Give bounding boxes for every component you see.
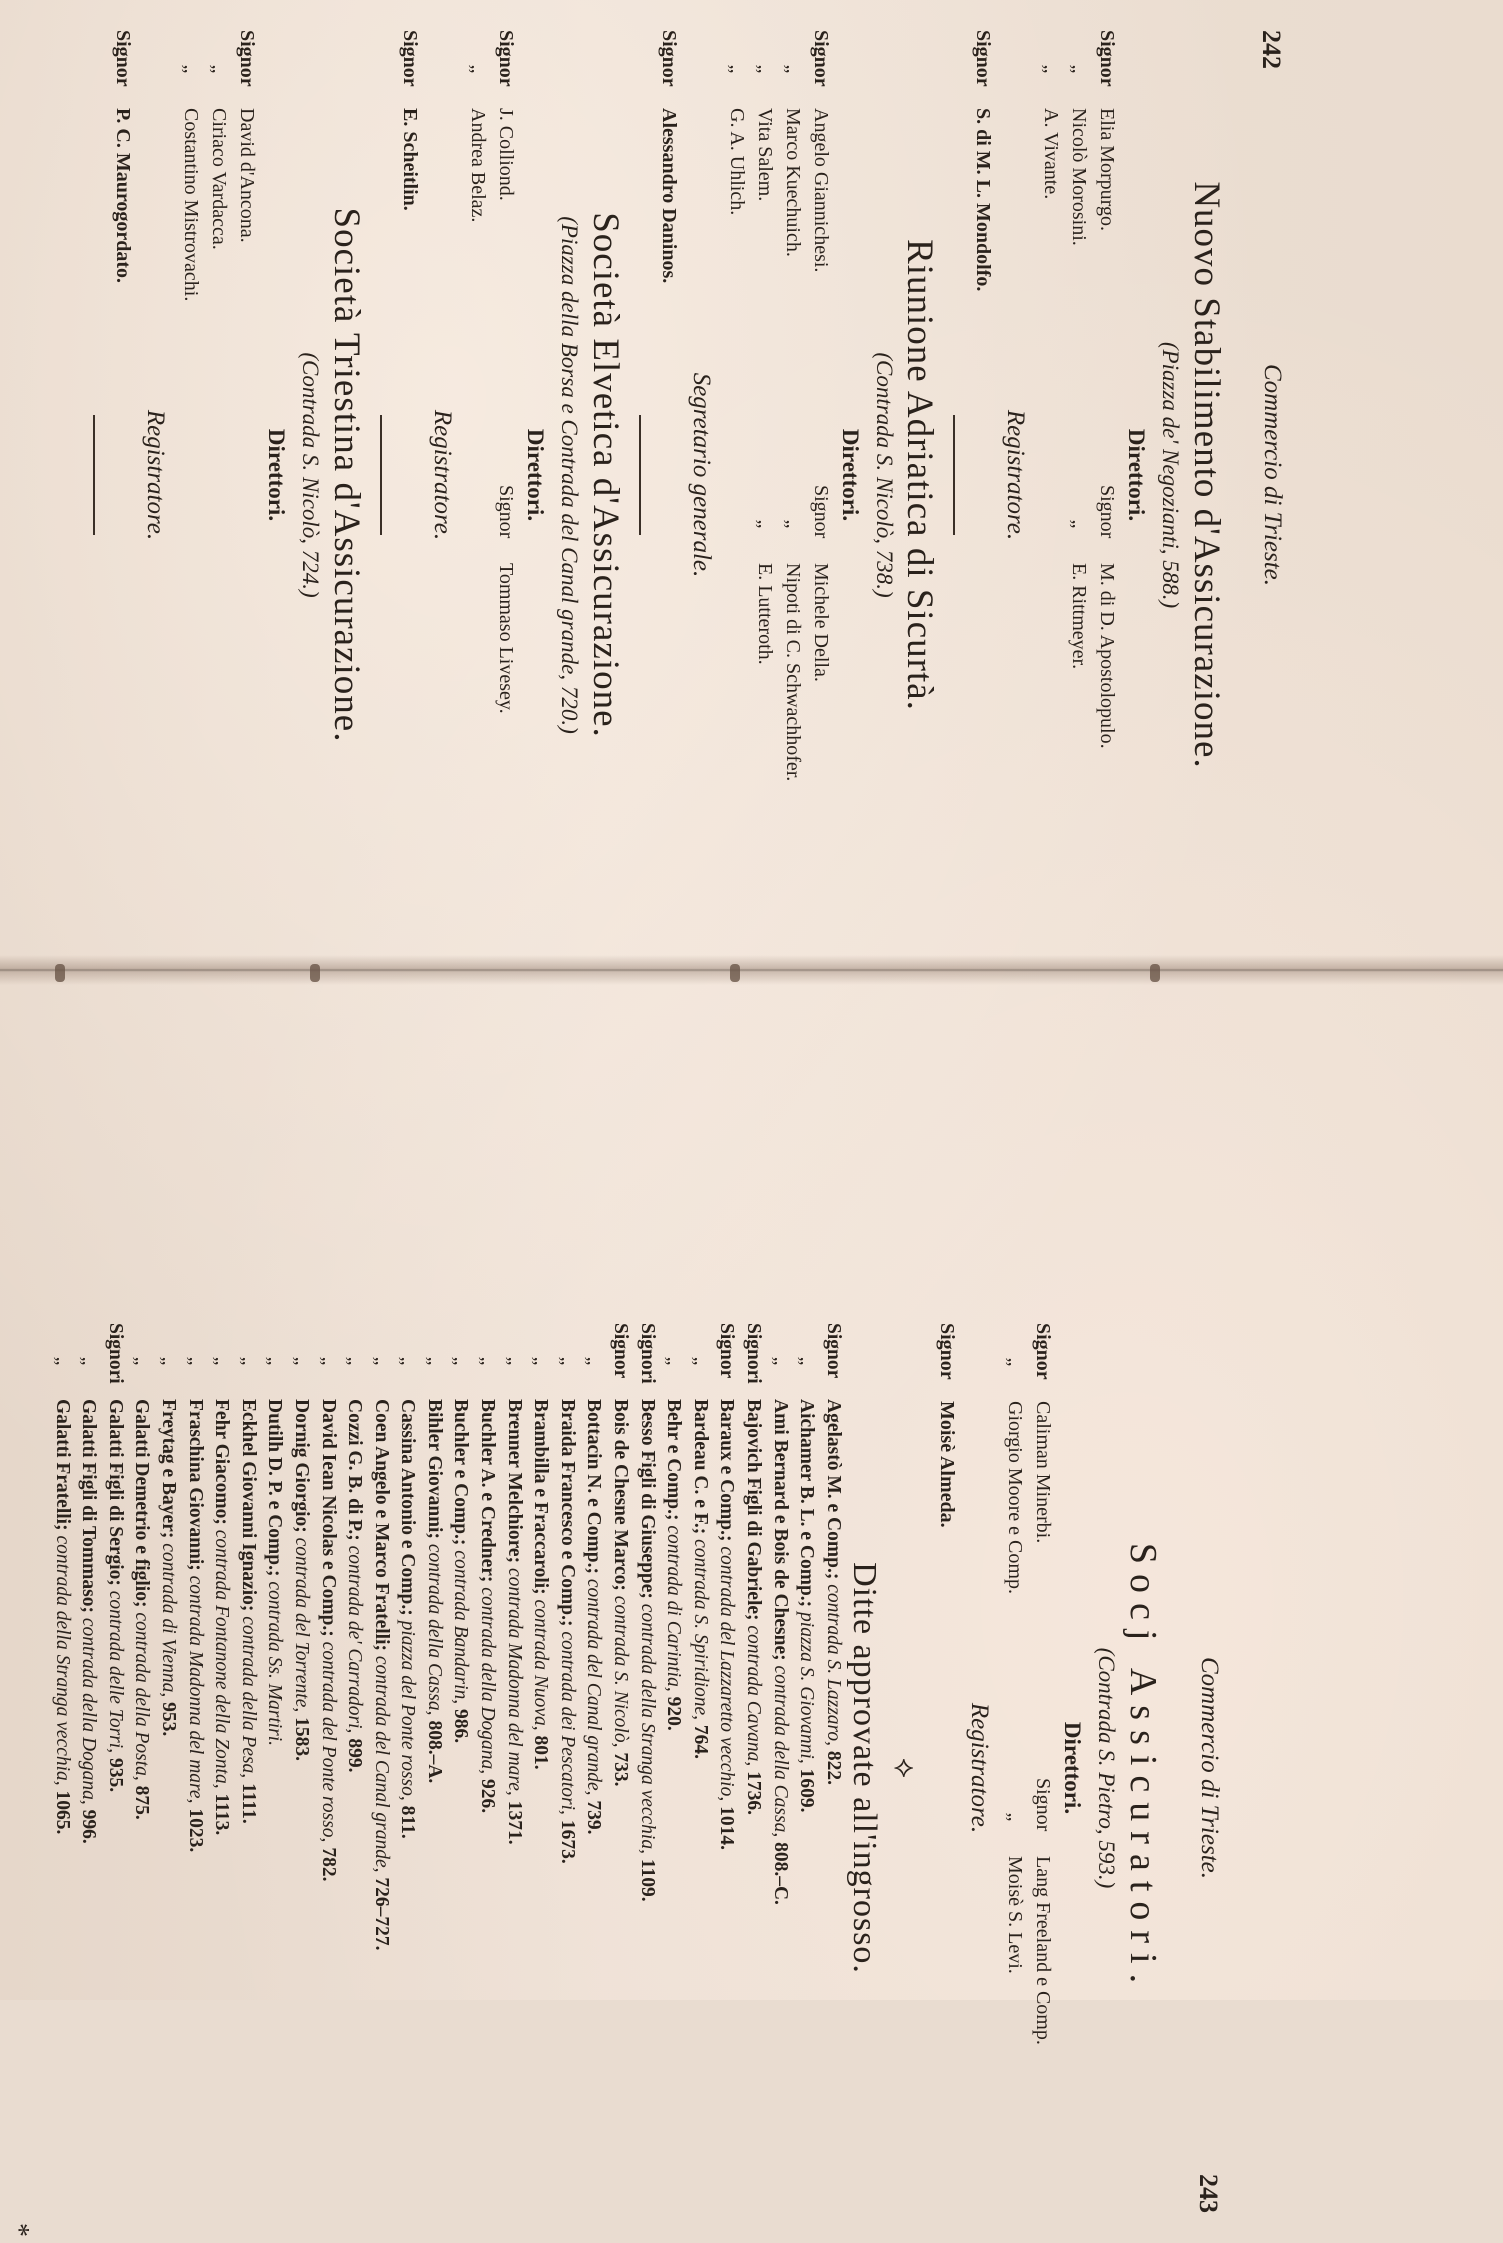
section-divider [93, 415, 95, 535]
directors-list [1037, 30, 1121, 920]
list-item: „Cozzi G. B. di P.; contrada de' Carradori, 899. [344, 1356, 366, 1773]
list-item: „Galatti Demetrio e figlio; contrada della Posta, 875. [131, 1356, 153, 1820]
registrar-name: SignorE. Scheitlin. [398, 30, 421, 211]
list-item: „Ami Bernard e Bois de Chesne; contrada della Cassa, 808.–C. [769, 1356, 791, 1905]
list-item: „Galatti Fratelli; contrada della Stranga vecchia, 1065. [51, 1356, 73, 1835]
list-item: „Andrea Belaz. [466, 64, 489, 223]
directors-list [177, 30, 261, 920]
list-item: „Galatti Figli di Tommaso; contrada della Dogana, 996. [78, 1356, 100, 1844]
list-item: „Eckhel Giovanni Ignazio; contrada della Pesa, 1111. [237, 1356, 259, 1824]
list-item: „E. Rittmeyer. [1068, 519, 1091, 670]
firm-list [48, 1323, 846, 2213]
list-item: „Behr e Comp.; contrada di Carintia, 920. [663, 1356, 685, 1731]
list-item: SignorLang Freeland e Comp. [1032, 1778, 1055, 2045]
list-item: „G. A. Uhlich. [725, 64, 748, 216]
page-number: 242 [1257, 30, 1286, 69]
directors-heading: Direttori. [522, 428, 548, 522]
list-item: „Ciriaco Vardacca. [208, 64, 231, 250]
binding-stitch [1150, 964, 1160, 982]
list-item: SignorElia Morpurgo. [1096, 30, 1119, 231]
directors-heading: Direttori. [837, 428, 863, 522]
list-item: SignorAngelo Giannichesi. [809, 30, 832, 273]
list-item: „Braida Francesco e Comp.; contrada dei Pescatori, 1673. [556, 1356, 578, 1864]
directors-heading: Direttori. [1060, 1721, 1086, 1815]
list-item: SignorMichele Della. [809, 485, 832, 682]
registrar-heading: Registratore. [142, 409, 170, 541]
list-item: SignorDavid d'Ancona. [236, 30, 259, 243]
list-item: „Buchler A. e Credner; contrada della Dogana, 926. [477, 1356, 499, 1814]
running-title: Commercio di Trieste. [1196, 1657, 1223, 1879]
section-address: (Piazza della Borsa e Contrada del Canal grande, 720.) [556, 216, 582, 734]
list-item: „A. Vivante. [1040, 64, 1063, 200]
binding-stitch [55, 964, 65, 982]
list-item: „Fehr Giacomo; contrada Fontanone della Zonta, 1113. [211, 1356, 233, 1836]
list-item: SignorAgelastò M. e Comp.; contrada S. Lazzaro, 822. [822, 1323, 844, 1786]
list-item: „Bardeau C. e F.; contrada S. Spiridione, 764. [689, 1356, 711, 1760]
section-divider [953, 415, 955, 535]
list-item: „Bihler Giovanni; contrada della Cassa, 808.–A. [423, 1356, 445, 1784]
ornament-icon: ⟡ [888, 1758, 922, 1778]
section-address: (Contrada S. Nicolò, 724.) [298, 352, 324, 598]
list-item: „Costantino Mistrovachi. [180, 64, 203, 302]
running-title: Commercio di Trieste. [1259, 364, 1286, 586]
list-item: „David Iean Nicolas e Comp.; contrada del Ponte rosso, 782. [317, 1356, 339, 1882]
list-item: SignoriBesso Figli di Giuseppe; contrada della Stranga vecchia, 1109. [636, 1323, 658, 1902]
list-item: „Giorgio Moore e Comp. [1004, 1357, 1027, 1594]
list-item: „Nicolò Morosini. [1068, 64, 1091, 246]
registrar-name: SignorMoisè Almeda. [936, 1323, 959, 1528]
directors-heading: Direttori. [1124, 428, 1150, 522]
list-item: „Dutilh D. P. e Comp.; contrada Ss. Martiri. [264, 1356, 286, 1747]
list-item: „Coen Angelo e Marco Fratelli; contrada del Canal grande, 726–727. [370, 1356, 392, 1951]
list-item: SignoriGalatti Figli di Sergio; contrada delle Torri, 935. [104, 1323, 126, 1793]
list-item: „Brambilla e Fraccaroli; contrada Nuova, 801. [530, 1356, 552, 1770]
list-item: „Brenner Melchiore; contrada Madonna del mare, 1371. [503, 1356, 525, 1845]
registrar-heading: Registratore. [966, 1702, 994, 1834]
list-item: „Vita Salem. [753, 64, 776, 202]
directors-list [1001, 1323, 1057, 2213]
section-title: Società Elvetica d'Assicurazione. [584, 212, 626, 738]
list-item: SignoriBajovich Figli di Gabriele; contrada Cavana, 1736. [743, 1323, 765, 1815]
section-title: Società Triestina d'Assicurazione. [325, 207, 367, 743]
registrar-name: SignorP. C. Maurogordato. [112, 30, 135, 283]
list-item: „E. Lutteroth. [753, 519, 776, 665]
list-item: „Aichamer B. L. e Comp.; piazza S. Giovanni, 1609. [796, 1356, 818, 1813]
registrar-name: SignorS. di M. L. Mondolfo. [972, 30, 995, 292]
section-address: (Piazza de' Negozianti, 588.) [1158, 341, 1184, 609]
directors-list [464, 30, 520, 920]
page-242 [0, 0, 1302, 950]
section-title: Ditte approvate all'ingrosso. [846, 1562, 884, 1974]
page-243: Commercio di Trieste. 243 Socj Assicuratori. (Contrada S. Pietro, 593.) Direttori. SignorCaliman Minerbi. „Giorgio Moore e Comp. SignorLang Freeland e Comp. „Moisè S. Levi. Registratore. SignorMoisè Almeda. ⟡ Ditte approvate all'ingrosso. SignorAgelastò M. e Comp.; contrada S. Lazzaro, 822. „Aichamer B. L. e Comp.; piazza S. Giovanni, 1609. „Ami Bernard e Bois de Chesne; contrada della Cassa, 808.–C. SignoriBajovich Figli di Gabriele; contrada Cavana, 1736. SignorBaraux e Comp.; contrada del Lazzaretto vecchio, 1014. „Bardeau C. e F.; contrada S. Spiridione, 764. „Behr e Comp.; contrada di Carintia, 920. SignoriBesso Figli di Giuseppe; contrada della Stranga vecchia, 1109. SignorBois de Chesne Marco; contrada S. Nicolò, 733. „Bottacin N. e Comp.; contrada del Canal grande, 739. „Braida Francesco e Comp.; contrada dei Pescatori, 1673. „Brambilla e Fraccaroli; contrada Nuova, 801. „Brenner Melchiore; contrada Madonna del mare, 1371. „Buchler A. e Credner; contrada della Dogana, 926. „Buchler e Comp.; contrada Bandarin, 986. „Bihler Giovanni; contrada della Cassa, 808.–A. „Cassina Antonio e Comp.; piazza del Ponte rosso, 811. „Coen Angelo e Marco Fratelli; contrada del Canal grande, 726–727. „Cozzi G. B. di P.; contrada de' Carradori, 899. „David Iean Nicolas e Comp.; contrada del Ponte rosso, 782. „Dornig Giorgio; contrada del Torrente, 1583. „Dutilh D. P. e Comp.; contrada Ss. Martiri. „Eckhel Giovanni Ignazio; contrada della Pesa, 1111. „Fehr Giacomo; contrada Fontanone della Zonta, 1113. „Fraschina Giovanni; contrada Madonna del mare, 1023. „Freytag e Bayer; contrada di Vienna, 953. „Galatti Demetrio e figlio; contrada della Posta, 875. SignoriGalatti Figli di Sergio; contrada delle Torri, 935. „Galatti Figli di Tommaso; contrada della Dogana, 996. „Galatti Fratelli; contrada della Stranga vecchia, 1065. * [3, 1323, 1223, 2237]
registrar-heading: Registratore. [428, 409, 456, 541]
book-gutter [0, 955, 1503, 985]
list-item: SignorBois de Chesne Marco; contrada S. Nicolò, 733. [610, 1323, 632, 1787]
section-title: Riunione Adriatica di Sicurtà. [899, 239, 941, 711]
directors-list [723, 30, 835, 920]
list-item: „Cassina Antonio e Comp.; piazza del Ponte rosso, 811. [397, 1356, 419, 1839]
section-title: Socj Assicuratori. [1122, 1542, 1164, 1994]
list-item: „Marco Kuechuich. [781, 64, 804, 257]
list-item: SignorJ. Colliond. [494, 30, 517, 201]
section-divider [380, 415, 382, 535]
list-item: SignorCaliman Minerbi. [1032, 1323, 1055, 1544]
list-item: „Moisè S. Levi. [1004, 1812, 1027, 1974]
secretary-name: SignorAlessandro Daninos. [657, 30, 680, 284]
section-address: (Contrada S. Nicolò, 738.) [871, 352, 897, 598]
registrar-heading: Registratore. [1002, 409, 1030, 541]
running-header [1177, 1323, 1223, 2213]
binding-stitch [310, 964, 320, 982]
list-item: „Bottacin N. e Comp.; contrada del Canal grande, 739. [583, 1356, 605, 1835]
list-item: „Fraschina Giovanni; contrada Madonna del mare, 1023. [184, 1356, 206, 1853]
binding-stitch [730, 964, 740, 982]
list-item: „Buchler e Comp.; contrada Bandarin, 986. [450, 1356, 472, 1744]
running-header [1240, 30, 1286, 920]
list-item: SignorM. di D. Apostolopulo. [1096, 485, 1119, 749]
section-address: (Contrada S. Pietro, 593.) [1094, 1647, 1120, 1889]
list-item: SignorTommaso Livesey. [494, 485, 517, 714]
directors-heading: Direttori. [264, 428, 290, 522]
list-item: SignorBaraux e Comp.; contrada del Lazzaretto vecchio, 1014. [716, 1323, 738, 1850]
list-item: „Nipoti di C. Schwachhofer. [781, 519, 804, 782]
list-item: „Dornig Giorgio; contrada del Torrente, 1583. [290, 1356, 312, 1762]
secretary-heading: Segretario generale. [687, 372, 715, 578]
list-item: „Freytag e Bayer; contrada di Vienna, 953. [157, 1356, 179, 1737]
section-title: Nuovo Stabilimento d'Assicurazione. [1186, 181, 1227, 769]
section-divider [639, 415, 641, 535]
page-number: 243 [1194, 2174, 1223, 2213]
